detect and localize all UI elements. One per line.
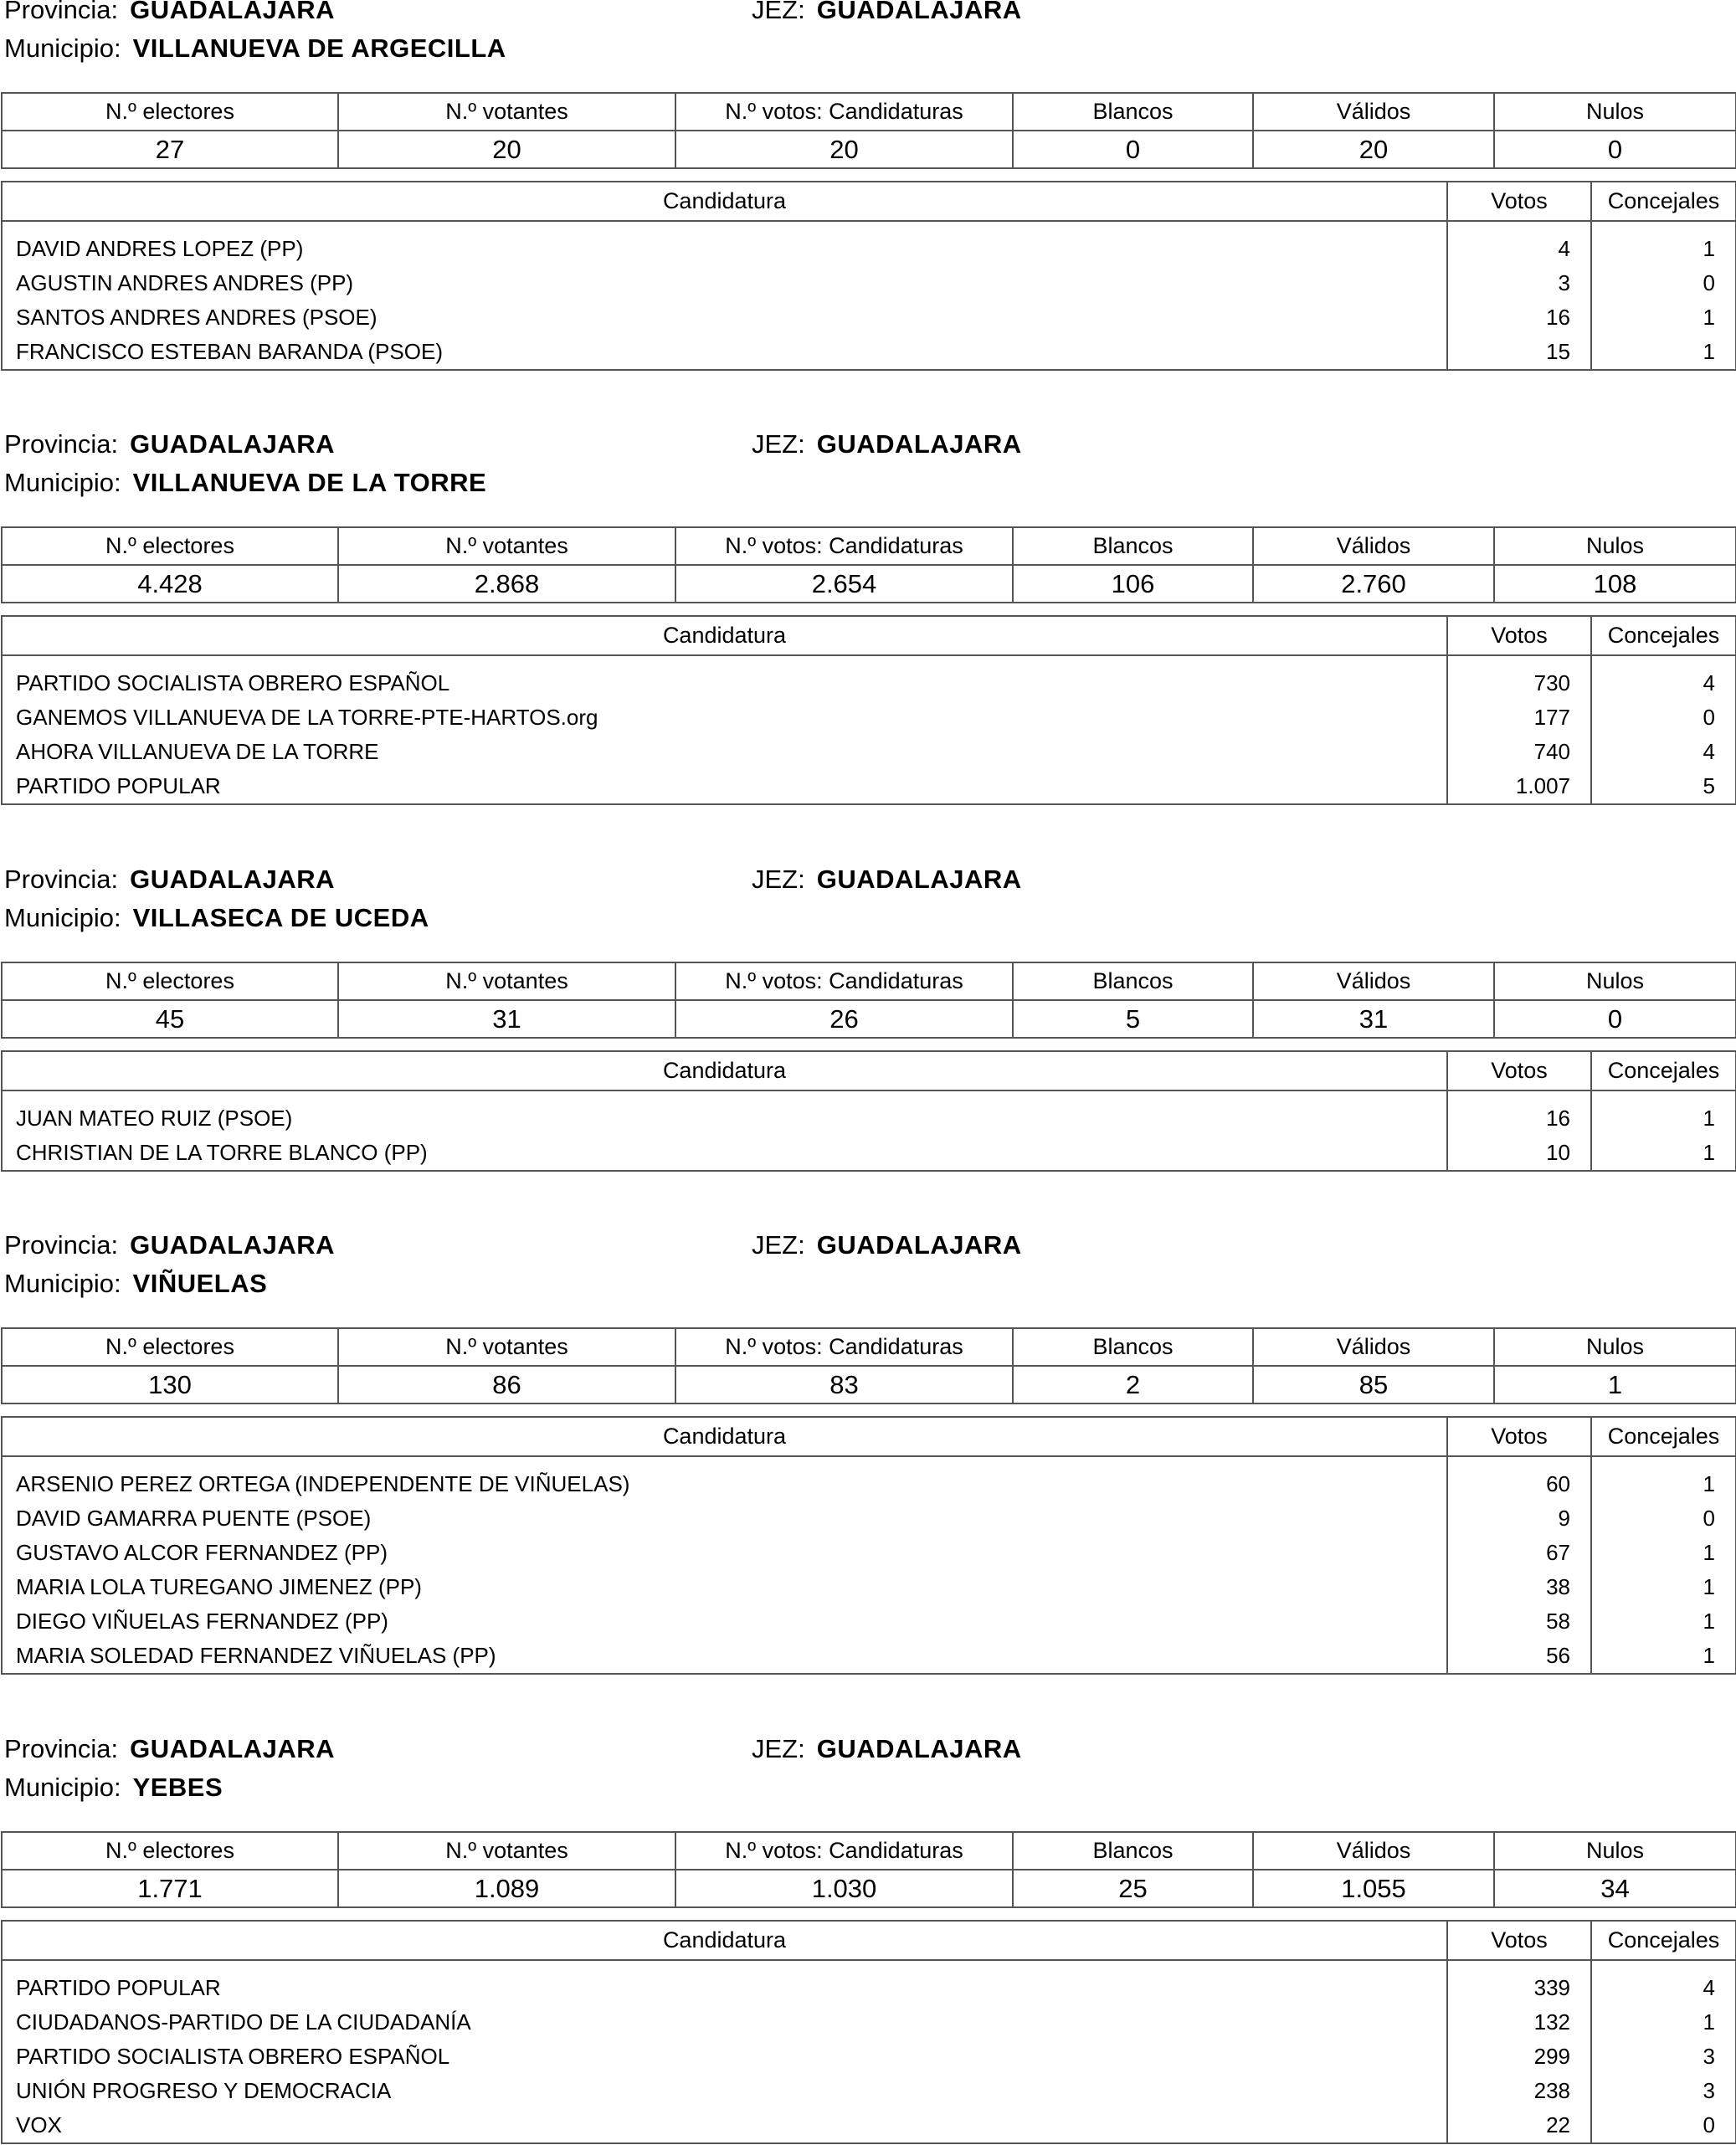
stats-value-cell: 26 bbox=[675, 1000, 1013, 1038]
candidate-row bbox=[2, 1101, 1736, 1136]
municipio-value: VIÑUELAS bbox=[132, 1269, 268, 1298]
candidate-name: CHRISTIAN DE LA TORRE BLANCO (PP) bbox=[2, 1136, 1447, 1171]
municipio-label: Municipio: bbox=[4, 903, 121, 932]
candidate-votes: 730 bbox=[1447, 666, 1591, 700]
candidate-votes: 1.007 bbox=[1447, 769, 1591, 804]
candidate-votes: 58 bbox=[1447, 1604, 1591, 1639]
candidate-row bbox=[2, 1639, 1736, 1674]
provincia-label: Provincia: bbox=[4, 429, 119, 459]
spacer-cell bbox=[2, 1090, 1447, 1101]
jez-value: GUADALAJARA bbox=[816, 429, 1022, 459]
stats-header-cell: N.º votos: Candidaturas bbox=[675, 93, 1013, 131]
stats-header-cell: N.º electores bbox=[2, 527, 338, 565]
municipio-value: VILLASECA DE UCEDA bbox=[132, 903, 429, 932]
candidate-votes: 56 bbox=[1447, 1639, 1591, 1674]
candidate-name: AGUSTIN ANDRES ANDRES (PP) bbox=[2, 266, 1447, 300]
candidate-votes: 67 bbox=[1447, 1536, 1591, 1570]
candidate-name: UNIÓN PROGRESO Y DEMOCRACIA bbox=[2, 2074, 1447, 2108]
stats-table bbox=[1, 92, 1736, 169]
candidate-name: PARTIDO SOCIALISTA OBRERO ESPAÑOL bbox=[2, 2040, 1447, 2074]
municipality-section bbox=[0, 1230, 1736, 1668]
candidates-table bbox=[1, 1050, 1736, 1172]
stats-value-cell: 0 bbox=[1494, 1000, 1736, 1038]
spacer-row bbox=[2, 1090, 1736, 1101]
candidates-header-cell: Votos bbox=[1447, 182, 1591, 221]
municipio-label: Municipio: bbox=[4, 1773, 121, 1802]
jez-value: GUADALAJARA bbox=[816, 1230, 1022, 1260]
stats-header-cell: Nulos bbox=[1494, 1832, 1736, 1870]
stats-value-cell: 45 bbox=[2, 1000, 338, 1038]
candidate-concejales: 1 bbox=[1703, 1471, 1715, 1496]
candidate-row bbox=[2, 1467, 1736, 1501]
stats-value-cell: 0 bbox=[1013, 131, 1253, 168]
candidate-concejales: 3 bbox=[1703, 2044, 1715, 2069]
candidate-name: DAVID GAMARRA PUENTE (PSOE) bbox=[2, 1501, 1447, 1536]
candidate-concejales: 1 bbox=[1703, 2009, 1715, 2035]
stats-header-cell: N.º votos: Candidaturas bbox=[675, 527, 1013, 565]
candidate-concejales: 1 bbox=[1703, 1540, 1715, 1565]
candidate-row bbox=[2, 2108, 1736, 2143]
candidates-header-cell: Concejales bbox=[1591, 1417, 1736, 1456]
municipality-section bbox=[0, 1734, 1736, 2137]
municipio-label: Municipio: bbox=[4, 33, 121, 63]
jez-label: JEZ: bbox=[752, 1734, 805, 1763]
stats-header-cell: N.º votantes bbox=[338, 1832, 675, 1870]
candidate-name: VOX bbox=[2, 2108, 1447, 2143]
candidate-row bbox=[2, 735, 1736, 769]
provincia-line bbox=[4, 0, 335, 27]
candidate-name: JUAN MATEO RUIZ (PSOE) bbox=[2, 1101, 1447, 1136]
stats-header-cell: N.º votantes bbox=[338, 527, 675, 565]
stats-header-cell: N.º votos: Candidaturas bbox=[675, 1832, 1013, 1870]
stats-value-row bbox=[2, 1000, 1736, 1038]
stats-header-cell: N.º electores bbox=[2, 1328, 338, 1366]
provincia-label: Provincia: bbox=[4, 865, 119, 894]
stats-header-cell: Válidos bbox=[1253, 93, 1494, 131]
stats-header-cell: Nulos bbox=[1494, 1328, 1736, 1366]
candidate-concejales: 1 bbox=[1703, 1106, 1715, 1131]
stats-value-cell: 20 bbox=[675, 131, 1013, 168]
stats-table bbox=[1, 962, 1736, 1039]
candidate-concejales: 1 bbox=[1703, 1140, 1715, 1165]
jez-label: JEZ: bbox=[752, 1230, 805, 1260]
spacer-cell bbox=[1447, 221, 1591, 232]
candidate-row bbox=[2, 700, 1736, 735]
candidate-row bbox=[2, 2040, 1736, 2074]
stats-header-row bbox=[2, 1328, 1736, 1366]
stats-header-row bbox=[2, 962, 1736, 1000]
stats-header-cell: Válidos bbox=[1253, 962, 1494, 1000]
candidate-votes: 339 bbox=[1447, 1971, 1591, 2005]
municipio-value: VILLANUEVA DE ARGECILLA bbox=[132, 33, 506, 63]
stats-table bbox=[1, 1327, 1736, 1404]
candidate-votes: 299 bbox=[1447, 2040, 1591, 2074]
stats-header-cell: Blancos bbox=[1013, 93, 1253, 131]
candidate-votes: 10 bbox=[1447, 1136, 1591, 1171]
spacer-cell bbox=[1591, 1090, 1736, 1101]
stats-header-cell: N.º votantes bbox=[338, 93, 675, 131]
spacer-cell bbox=[2, 655, 1447, 666]
stats-value-cell: 86 bbox=[338, 1366, 675, 1403]
stats-value-row bbox=[2, 1366, 1736, 1403]
spacer-cell bbox=[1591, 1960, 1736, 1971]
spacer-row bbox=[2, 221, 1736, 232]
candidate-concejales: 4 bbox=[1703, 670, 1715, 695]
candidate-concejales: 0 bbox=[1703, 705, 1715, 730]
candidate-row bbox=[2, 300, 1736, 335]
stats-value-cell: 34 bbox=[1494, 1870, 1736, 1907]
municipio-line bbox=[4, 32, 506, 65]
candidate-concejales: 1 bbox=[1703, 1574, 1715, 1599]
candidate-votes: 16 bbox=[1447, 1101, 1591, 1136]
candidate-concejales: 1 bbox=[1703, 339, 1715, 364]
candidate-name: MARIA SOLEDAD FERNANDEZ VIÑUELAS (PP) bbox=[2, 1639, 1447, 1674]
stats-header-cell: N.º votantes bbox=[338, 1328, 675, 1366]
candidate-row bbox=[2, 232, 1736, 266]
provincia-value: GUADALAJARA bbox=[130, 429, 335, 459]
stats-header-cell: N.º electores bbox=[2, 1832, 338, 1870]
candidates-header-cell: Votos bbox=[1447, 1921, 1591, 1960]
candidate-name: SANTOS ANDRES ANDRES (PSOE) bbox=[2, 300, 1447, 335]
spacer-cell bbox=[1447, 1090, 1591, 1101]
spacer-cell bbox=[1591, 1456, 1736, 1467]
municipio-label: Municipio: bbox=[4, 1269, 121, 1298]
stats-header-cell: Nulos bbox=[1494, 93, 1736, 131]
candidate-votes: 15 bbox=[1447, 335, 1591, 370]
provincia-label: Provincia: bbox=[4, 1734, 119, 1763]
candidates-table bbox=[1, 615, 1736, 805]
stats-value-cell: 1 bbox=[1494, 1366, 1736, 1403]
candidate-concejales: 0 bbox=[1703, 270, 1715, 295]
stats-value-cell: 2.760 bbox=[1253, 565, 1494, 603]
candidate-votes: 4 bbox=[1447, 232, 1591, 266]
stats-value-cell: 1.055 bbox=[1253, 1870, 1494, 1907]
candidate-votes: 22 bbox=[1447, 2108, 1591, 2143]
candidates-header-cell: Concejales bbox=[1591, 616, 1736, 655]
stats-value-cell: 85 bbox=[1253, 1366, 1494, 1403]
jez-line bbox=[752, 428, 1022, 461]
stats-value-cell: 83 bbox=[675, 1366, 1013, 1403]
jez-line bbox=[752, 1732, 1022, 1766]
stats-header-cell: N.º votos: Candidaturas bbox=[675, 962, 1013, 1000]
jez-line bbox=[752, 1229, 1022, 1262]
candidates-header-cell: Votos bbox=[1447, 1051, 1591, 1090]
candidates-header-cell: Votos bbox=[1447, 616, 1591, 655]
spacer-cell bbox=[1591, 221, 1736, 232]
candidate-name: PARTIDO SOCIALISTA OBRERO ESPAÑOL bbox=[2, 666, 1447, 700]
stats-value-cell: 25 bbox=[1013, 1870, 1253, 1907]
municipio-label: Municipio: bbox=[4, 468, 121, 497]
candidates-table bbox=[1, 1416, 1736, 1675]
provincia-label: Provincia: bbox=[4, 0, 119, 24]
stats-header-cell: Nulos bbox=[1494, 527, 1736, 565]
candidate-votes: 60 bbox=[1447, 1467, 1591, 1501]
stats-value-cell: 20 bbox=[338, 131, 675, 168]
stats-header-cell: Blancos bbox=[1013, 1328, 1253, 1366]
stats-header-cell: N.º electores bbox=[2, 93, 338, 131]
stats-header-cell: Blancos bbox=[1013, 962, 1253, 1000]
jez-label: JEZ: bbox=[752, 865, 805, 894]
stats-value-cell: 31 bbox=[338, 1000, 675, 1038]
provincia-label: Provincia: bbox=[4, 1230, 119, 1260]
municipio-line bbox=[4, 466, 486, 500]
stats-header-cell: Válidos bbox=[1253, 1832, 1494, 1870]
candidates-header-row bbox=[2, 1051, 1736, 1090]
spacer-cell bbox=[1591, 655, 1736, 666]
stats-header-cell: Blancos bbox=[1013, 527, 1253, 565]
candidate-votes: 3 bbox=[1447, 266, 1591, 300]
spacer-row bbox=[2, 655, 1736, 666]
municipio-value: YEBES bbox=[132, 1773, 223, 1802]
candidate-row bbox=[2, 266, 1736, 300]
municipio-line bbox=[4, 1771, 223, 1804]
jez-line bbox=[752, 863, 1022, 896]
stats-header-cell: Válidos bbox=[1253, 1328, 1494, 1366]
candidate-concejales: 1 bbox=[1703, 305, 1715, 330]
stats-value-cell: 1.089 bbox=[338, 1870, 675, 1907]
candidates-header-row bbox=[2, 1417, 1736, 1456]
candidate-name: CIUDADANOS-PARTIDO DE LA CIUDADANÍA bbox=[2, 2005, 1447, 2040]
stats-value-cell: 130 bbox=[2, 1366, 338, 1403]
stats-value-row bbox=[2, 131, 1736, 168]
stats-table bbox=[1, 1831, 1736, 1908]
candidate-concejales: 0 bbox=[1703, 1506, 1715, 1531]
provincia-line bbox=[4, 428, 335, 461]
candidate-concejales: 4 bbox=[1703, 739, 1715, 764]
candidate-row bbox=[2, 769, 1736, 804]
candidates-header-cell: Candidatura bbox=[2, 1051, 1447, 1090]
candidates-header-cell: Candidatura bbox=[2, 182, 1447, 221]
stats-header-row bbox=[2, 527, 1736, 565]
candidates-header-cell: Concejales bbox=[1591, 1051, 1736, 1090]
stats-value-cell: 5 bbox=[1013, 1000, 1253, 1038]
candidates-table bbox=[1, 1920, 1736, 2144]
candidates-header-cell: Candidatura bbox=[2, 1417, 1447, 1456]
candidate-name: PARTIDO POPULAR bbox=[2, 1971, 1447, 2005]
candidates-header-cell: Concejales bbox=[1591, 182, 1736, 221]
candidate-concejales: 1 bbox=[1703, 1609, 1715, 1634]
stats-value-cell: 1.030 bbox=[675, 1870, 1013, 1907]
candidate-row bbox=[2, 1971, 1736, 2005]
candidate-votes: 132 bbox=[1447, 2005, 1591, 2040]
candidate-name: PARTIDO POPULAR bbox=[2, 769, 1447, 804]
candidate-row bbox=[2, 335, 1736, 370]
stats-header-cell: Blancos bbox=[1013, 1832, 1253, 1870]
candidate-name: FRANCISCO ESTEBAN BARANDA (PSOE) bbox=[2, 335, 1447, 370]
candidates-header-cell: Candidatura bbox=[2, 1921, 1447, 1960]
candidate-name: GUSTAVO ALCOR FERNANDEZ (PP) bbox=[2, 1536, 1447, 1570]
candidate-name: ARSENIO PEREZ ORTEGA (INDEPENDENTE DE VIÑUELAS) bbox=[2, 1467, 1447, 1501]
candidate-votes: 238 bbox=[1447, 2074, 1591, 2108]
stats-value-cell: 106 bbox=[1013, 565, 1253, 603]
jez-value: GUADALAJARA bbox=[816, 1734, 1022, 1763]
provincia-value: GUADALAJARA bbox=[130, 865, 335, 894]
candidates-header-cell: Candidatura bbox=[2, 616, 1447, 655]
municipality-section bbox=[0, 0, 1736, 393]
spacer-row bbox=[2, 1960, 1736, 1971]
spacer-cell bbox=[1447, 1960, 1591, 1971]
jez-line bbox=[752, 0, 1022, 27]
stats-value-row bbox=[2, 1870, 1736, 1907]
stats-table bbox=[1, 526, 1736, 603]
stats-header-cell: N.º votos: Candidaturas bbox=[675, 1328, 1013, 1366]
stats-header-row bbox=[2, 93, 1736, 131]
municipio-line bbox=[4, 901, 429, 935]
stats-value-row bbox=[2, 565, 1736, 603]
spacer-row bbox=[2, 1456, 1736, 1467]
candidate-votes: 740 bbox=[1447, 735, 1591, 769]
jez-value: GUADALAJARA bbox=[816, 0, 1022, 24]
candidate-name: AHORA VILLANUEVA DE LA TORRE bbox=[2, 735, 1447, 769]
candidates-table bbox=[1, 181, 1736, 371]
candidates-header-cell: Concejales bbox=[1591, 1921, 1736, 1960]
spacer-cell bbox=[2, 1456, 1447, 1467]
stats-value-cell: 0 bbox=[1494, 131, 1736, 168]
stats-value-cell: 2.868 bbox=[338, 565, 675, 603]
provincia-line bbox=[4, 863, 335, 896]
stats-value-cell: 31 bbox=[1253, 1000, 1494, 1038]
candidate-votes: 177 bbox=[1447, 700, 1591, 735]
candidate-name: MARIA LOLA TUREGANO JIMENEZ (PP) bbox=[2, 1570, 1447, 1604]
candidates-header-row bbox=[2, 182, 1736, 221]
candidate-row bbox=[2, 1604, 1736, 1639]
candidate-concejales: 5 bbox=[1703, 773, 1715, 798]
candidate-row bbox=[2, 2005, 1736, 2040]
stats-value-cell: 1.771 bbox=[2, 1870, 338, 1907]
candidate-row bbox=[2, 666, 1736, 700]
candidates-header-row bbox=[2, 616, 1736, 655]
jez-value: GUADALAJARA bbox=[816, 865, 1022, 894]
spacer-cell bbox=[1447, 655, 1591, 666]
candidate-concejales: 3 bbox=[1703, 2078, 1715, 2103]
stats-header-cell: Válidos bbox=[1253, 527, 1494, 565]
candidate-row bbox=[2, 2074, 1736, 2108]
stats-value-cell: 20 bbox=[1253, 131, 1494, 168]
candidate-concejales: 1 bbox=[1703, 1643, 1715, 1668]
spacer-cell bbox=[2, 221, 1447, 232]
spacer-cell bbox=[1447, 1456, 1591, 1467]
candidate-name: GANEMOS VILLANUEVA DE LA TORRE-PTE-HARTOS.org bbox=[2, 700, 1447, 735]
provincia-line bbox=[4, 1229, 335, 1262]
municipality-section bbox=[0, 429, 1736, 828]
candidate-row bbox=[2, 1501, 1736, 1536]
stats-value-cell: 108 bbox=[1494, 565, 1736, 603]
candidates-header-cell: Votos bbox=[1447, 1417, 1591, 1456]
candidate-concejales: 0 bbox=[1703, 2112, 1715, 2137]
candidate-name: DIEGO VIÑUELAS FERNANDEZ (PP) bbox=[2, 1604, 1447, 1639]
provincia-value: GUADALAJARA bbox=[130, 1734, 335, 1763]
jez-label: JEZ: bbox=[752, 429, 805, 459]
stats-value-cell: 4.428 bbox=[2, 565, 338, 603]
candidate-votes: 16 bbox=[1447, 300, 1591, 335]
jez-label: JEZ: bbox=[752, 0, 805, 24]
candidate-concejales: 4 bbox=[1703, 1975, 1715, 2000]
stats-header-row bbox=[2, 1832, 1736, 1870]
candidate-concejales: 1 bbox=[1703, 236, 1715, 261]
provincia-line bbox=[4, 1732, 335, 1766]
municipio-value: VILLANUEVA DE LA TORRE bbox=[132, 468, 487, 497]
candidates-header-row bbox=[2, 1921, 1736, 1960]
candidate-row bbox=[2, 1570, 1736, 1604]
candidate-votes: 9 bbox=[1447, 1501, 1591, 1536]
stats-value-cell: 27 bbox=[2, 131, 338, 168]
spacer-cell bbox=[2, 1960, 1447, 1971]
municipio-line bbox=[4, 1267, 267, 1301]
candidate-row bbox=[2, 1536, 1736, 1570]
stats-value-cell: 2.654 bbox=[675, 565, 1013, 603]
candidate-votes: 38 bbox=[1447, 1570, 1591, 1604]
stats-header-cell: N.º electores bbox=[2, 962, 338, 1000]
candidate-row bbox=[2, 1136, 1736, 1171]
provincia-value: GUADALAJARA bbox=[130, 0, 335, 24]
provincia-value: GUADALAJARA bbox=[130, 1230, 335, 1260]
municipality-section bbox=[0, 865, 1736, 1263]
stats-header-cell: N.º votantes bbox=[338, 962, 675, 1000]
stats-value-cell: 2 bbox=[1013, 1366, 1253, 1403]
candidate-name: DAVID ANDRES LOPEZ (PP) bbox=[2, 232, 1447, 266]
stats-header-cell: Nulos bbox=[1494, 962, 1736, 1000]
